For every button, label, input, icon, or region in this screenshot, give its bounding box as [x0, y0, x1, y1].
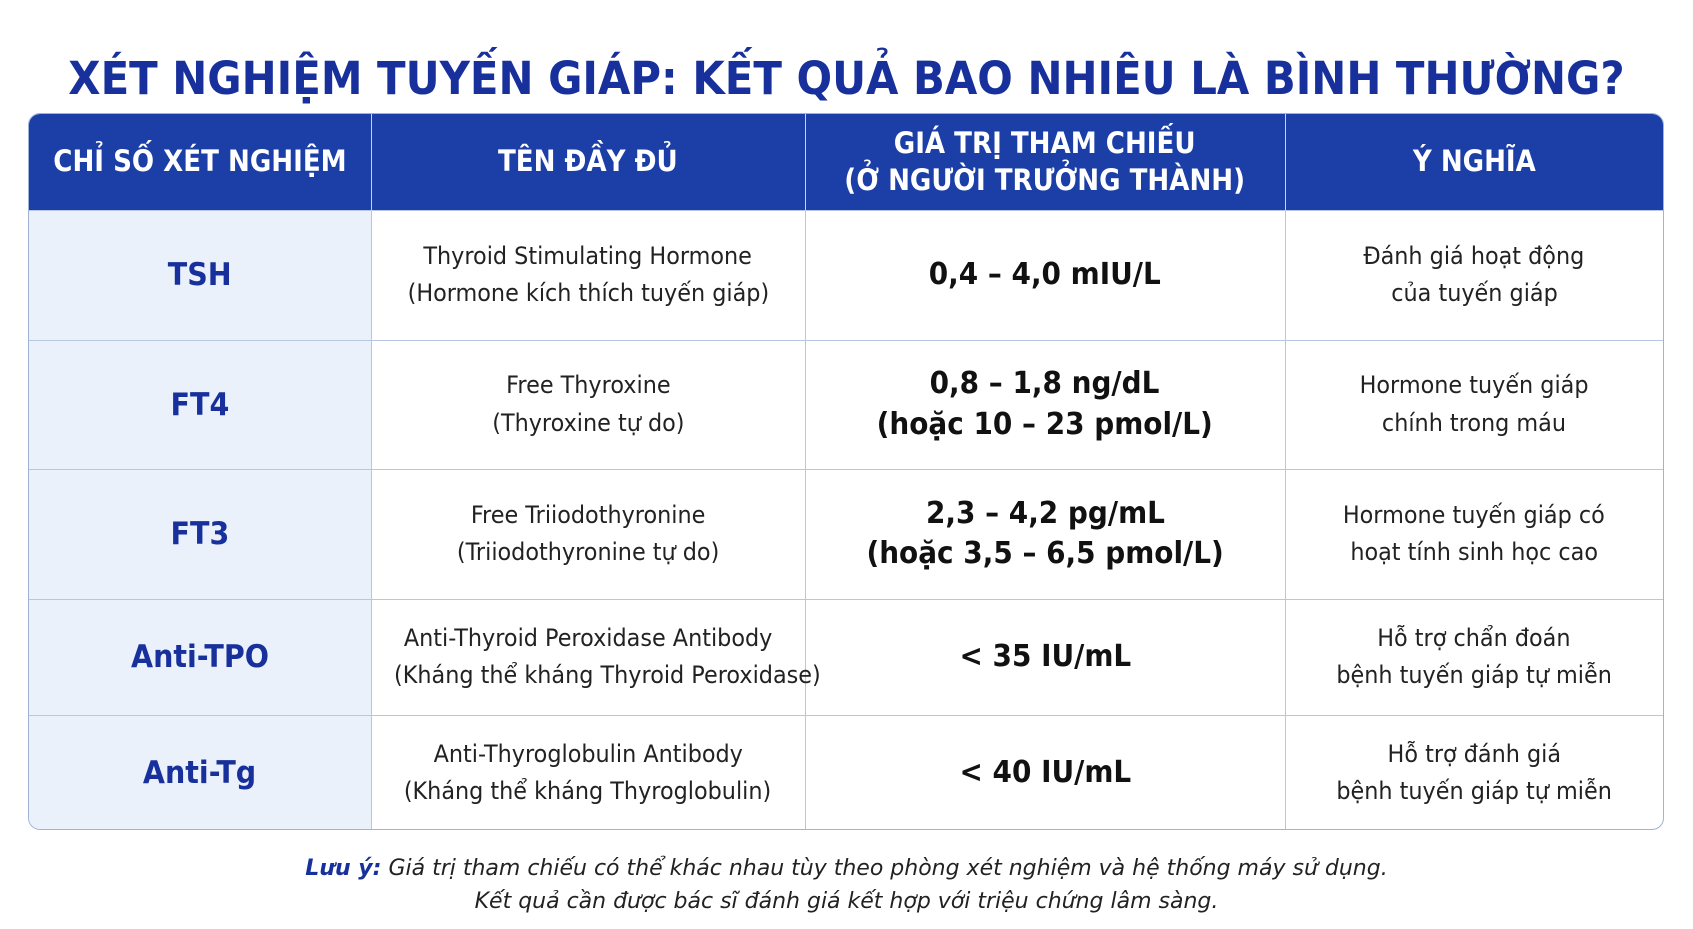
meaning-cell: Hỗ trợ chẩn đoán bệnh tuyến giáp tự miễn — [1285, 599, 1663, 715]
test-code-cell: FT4 — [29, 340, 371, 469]
header-full-name: TÊN ĐẦY ĐỦ — [371, 114, 805, 210]
footnote-line-2: Kết quả cần được bác sĩ đánh giá kết hợp với triệu chứng lâm sàng. — [474, 889, 1219, 914]
reference-table — [29, 114, 1663, 830]
full-name-cell: Thyroid Stimulating Hormone (Hormone kích thích tuyến giáp) — [371, 210, 805, 340]
meaning-cell: Hormone tuyến giáp chính trong máu — [1285, 340, 1663, 469]
full-name-cell: Anti-Thyroglobulin Antibody (Kháng thể kháng Thyroglobulin) — [371, 715, 805, 830]
footnote-label: Lưu ý: — [305, 856, 382, 881]
reference-value-cell: 2,3 – 4,2 pg/mL (hoặc 3,5 – 6,5 pmol/L) — [805, 469, 1285, 599]
header-test-code: CHỈ SỐ XÉT NGHIỆM — [53, 144, 347, 179]
table-row — [29, 599, 1663, 715]
meaning-cell: Hormone tuyến giáp có hoạt tính sinh học cao — [1285, 469, 1663, 599]
table-row — [29, 340, 1663, 469]
test-code-cell: TSH — [29, 210, 371, 340]
table-row — [29, 715, 1663, 830]
table-row — [29, 469, 1663, 599]
test-code-cell: Anti-Tg — [29, 715, 371, 830]
table-row — [29, 210, 1663, 340]
full-name-cell: Free Thyroxine (Thyroxine tự do) — [371, 340, 805, 469]
full-name-cell: Anti-Thyroid Peroxidase Antibody (Kháng thể kháng Thyroid Peroxidase) — [371, 599, 805, 715]
footnote-line-1: Lưu ý: Giá trị tham chiếu có thể khác nhau tùy theo phòng xét nghiệm và hệ thống máy sử dụng. — [305, 856, 1388, 881]
table-header-row — [29, 114, 1663, 210]
reference-value-cell: < 40 IU/mL — [805, 715, 1285, 830]
meaning-cell: Đánh giá hoạt động của tuyến giáp — [1285, 210, 1663, 340]
header-reference-value: GIÁ TRỊ THAM CHIẾU (Ở NGƯỜI TRƯỞNG THÀNH) — [805, 114, 1285, 210]
reference-value-cell: 0,4 – 4,0 mIU/L — [805, 210, 1285, 340]
meaning-cell: Hỗ trợ đánh giá bệnh tuyến giáp tự miễn — [1285, 715, 1663, 830]
reference-value-cell: < 35 IU/mL — [805, 599, 1285, 715]
full-name-cell: Free Triiodothyronine (Triiodothyronine tự do) — [371, 469, 805, 599]
page-title: XÉT NGHIỆM TUYẾN GIÁP: KẾT QUẢ BAO NHIÊU LÀ BÌNH THƯỜNG? — [68, 52, 1625, 106]
test-code-cell: FT3 — [29, 469, 371, 599]
test-code-cell: Anti-TPO — [29, 599, 371, 715]
reference-table-container — [28, 113, 1664, 830]
reference-value-cell: 0,8 – 1,8 ng/dL (hoặc 10 – 23 pmol/L) — [805, 340, 1285, 469]
header-meaning: Ý NGHĨA — [1285, 114, 1663, 210]
footnote — [0, 852, 1693, 918]
